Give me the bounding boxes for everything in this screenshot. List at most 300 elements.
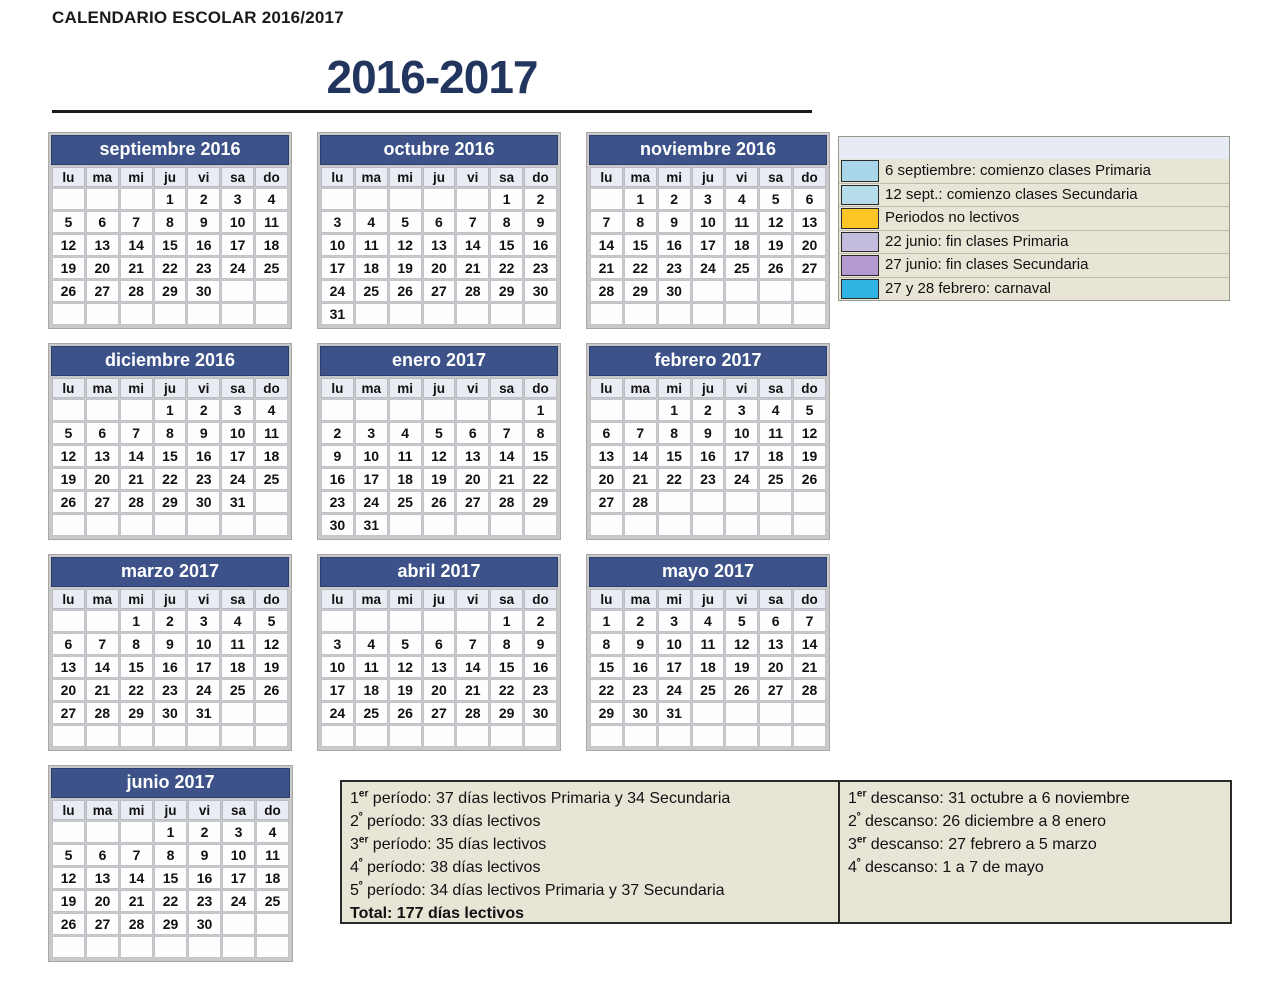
- day-cell: 8: [120, 633, 153, 655]
- day-cell: 14: [456, 234, 489, 256]
- day-cell-empty: [456, 188, 489, 210]
- day-cell: 3: [321, 633, 354, 655]
- weekday-header-ma: ma: [86, 378, 119, 398]
- week-row: [321, 491, 557, 513]
- day-cell-empty: [355, 188, 388, 210]
- weekday-header-sa: sa: [221, 589, 254, 609]
- legend-item: [839, 183, 1229, 207]
- day-cell: 18: [692, 656, 725, 678]
- day-cell: 19: [255, 656, 288, 678]
- week-row: [52, 399, 288, 421]
- day-cell: 1: [624, 188, 657, 210]
- day-cell: 20: [86, 468, 119, 490]
- day-cell: 28: [120, 280, 153, 302]
- day-cell: 15: [490, 656, 523, 678]
- day-cell: 13: [793, 211, 826, 233]
- weekday-header-lu: lu: [590, 167, 623, 187]
- weekday-header-row: [52, 167, 288, 187]
- day-cell: 11: [355, 234, 388, 256]
- day-cell: 10: [355, 445, 388, 467]
- day-cell: 28: [624, 491, 657, 513]
- day-cell: 10: [321, 234, 354, 256]
- break-note-text: descanso: 1 a 7 de mayo: [860, 859, 1044, 877]
- weekday-header-ju: ju: [692, 589, 725, 609]
- period-note-ordinal-suffix: er: [358, 834, 369, 846]
- day-cell-empty: [120, 514, 153, 536]
- month-row: [0, 132, 830, 343]
- weekday-header-lu: lu: [321, 378, 354, 398]
- day-cell-empty: [423, 303, 456, 325]
- day-cell: 25: [725, 257, 758, 279]
- month-row: [0, 343, 830, 554]
- weekday-header-do: do: [793, 378, 826, 398]
- day-cell-empty: [221, 303, 254, 325]
- day-cell: 1: [120, 610, 153, 632]
- weekday-header-mi: mi: [389, 167, 422, 187]
- day-cell-empty: [456, 610, 489, 632]
- day-cell: 25: [255, 257, 288, 279]
- day-cell-empty: [624, 303, 657, 325]
- day-cell: 21: [624, 468, 657, 490]
- week-row: [52, 679, 288, 701]
- day-cell-empty: [321, 399, 354, 421]
- week-row: [590, 422, 826, 444]
- day-cell: 18: [255, 234, 288, 256]
- day-cell: 31: [187, 702, 220, 724]
- month-block: [48, 765, 293, 962]
- legend: [838, 136, 1230, 301]
- day-cell: 2: [154, 610, 187, 632]
- week-row: [321, 303, 557, 325]
- day-cell: 17: [321, 679, 354, 701]
- day-cell: 21: [86, 679, 119, 701]
- week-row: [52, 514, 288, 536]
- day-cell-empty: [154, 936, 187, 958]
- day-cell: 22: [490, 257, 523, 279]
- day-cell: 23: [692, 468, 725, 490]
- day-cell: 27: [590, 491, 623, 513]
- day-cell-empty: [355, 303, 388, 325]
- week-row: [590, 303, 826, 325]
- day-cell: 7: [86, 633, 119, 655]
- weekday-header-vi: vi: [188, 800, 221, 820]
- month-title: junio 2017: [51, 768, 290, 798]
- week-row: [590, 468, 826, 490]
- day-cell: 24: [321, 702, 354, 724]
- day-cell-empty: [624, 725, 657, 747]
- day-cell: 30: [154, 702, 187, 724]
- day-cell: 5: [52, 422, 85, 444]
- weekday-header-row: [52, 589, 288, 609]
- day-cell: 25: [759, 468, 792, 490]
- week-row: [590, 679, 826, 701]
- weekday-header-mi: mi: [389, 589, 422, 609]
- month-table: [320, 377, 558, 537]
- day-cell-empty: [423, 188, 456, 210]
- day-cell: 4: [389, 422, 422, 444]
- day-cell: 15: [624, 234, 657, 256]
- day-cell: 13: [86, 445, 119, 467]
- period-note-text: período: 33 días lectivos: [362, 813, 541, 831]
- day-cell: 25: [692, 679, 725, 701]
- weekday-header-lu: lu: [52, 378, 85, 398]
- legend-item-label: 12 sept.: comienzo clases Secundaria: [885, 185, 1138, 203]
- day-cell: 31: [658, 702, 691, 724]
- week-row: [590, 491, 826, 513]
- weekday-header-vi: vi: [456, 167, 489, 187]
- month-block: [48, 343, 292, 540]
- day-cell-empty: [52, 303, 85, 325]
- day-cell: 28: [456, 702, 489, 724]
- day-cell: 4: [725, 188, 758, 210]
- weekday-header-ju: ju: [692, 167, 725, 187]
- day-cell: 26: [389, 702, 422, 724]
- day-cell: 26: [52, 913, 85, 935]
- weekday-header-vi: vi: [725, 378, 758, 398]
- day-cell: 7: [624, 422, 657, 444]
- day-cell-empty: [624, 514, 657, 536]
- day-cell-empty: [355, 610, 388, 632]
- day-cell: 9: [524, 211, 557, 233]
- footer-notes: [340, 780, 1232, 924]
- day-cell-empty: [490, 399, 523, 421]
- weekday-header-lu: lu: [52, 589, 85, 609]
- weekday-header-ma: ma: [86, 167, 119, 187]
- period-note-line: [350, 856, 830, 879]
- weekday-header-mi: mi: [120, 800, 153, 820]
- day-cell: 11: [355, 656, 388, 678]
- day-cell: 26: [389, 280, 422, 302]
- weekday-header-do: do: [524, 589, 557, 609]
- day-cell: 19: [52, 890, 85, 912]
- day-cell: 25: [355, 702, 388, 724]
- day-cell: 17: [221, 234, 254, 256]
- day-cell: 3: [187, 610, 220, 632]
- day-cell: 2: [187, 188, 220, 210]
- day-cell-empty: [255, 303, 288, 325]
- day-cell: 23: [524, 679, 557, 701]
- day-cell: 27: [423, 702, 456, 724]
- day-cell-empty: [759, 514, 792, 536]
- day-cell: 30: [624, 702, 657, 724]
- day-cell-empty: [590, 399, 623, 421]
- day-cell: 6: [456, 422, 489, 444]
- day-cell: 15: [154, 867, 187, 889]
- weekday-header-do: do: [255, 378, 288, 398]
- breaks-note-box: [840, 780, 1232, 924]
- period-note-text: período: 34 días lectivos Primaria y 37 Secundaria: [362, 882, 725, 900]
- day-cell: 27: [86, 491, 119, 513]
- day-cell: 13: [423, 234, 456, 256]
- day-cell: 14: [120, 234, 153, 256]
- day-cell: 28: [456, 280, 489, 302]
- month-table: [320, 166, 558, 326]
- week-row: [52, 422, 288, 444]
- day-cell-empty: [86, 303, 119, 325]
- day-cell: 6: [759, 610, 792, 632]
- day-cell-empty: [52, 399, 85, 421]
- day-cell-empty: [255, 514, 288, 536]
- day-cell: 10: [725, 422, 758, 444]
- day-cell: 30: [524, 702, 557, 724]
- day-cell-empty: [524, 303, 557, 325]
- day-cell: 14: [120, 445, 153, 467]
- day-cell: 29: [524, 491, 557, 513]
- legend-item: [839, 277, 1229, 301]
- day-cell: 15: [490, 234, 523, 256]
- weekday-header-ma: ma: [624, 378, 657, 398]
- day-cell: 30: [658, 280, 691, 302]
- week-row: [590, 633, 826, 655]
- day-cell: 23: [624, 679, 657, 701]
- weekday-header-mi: mi: [658, 589, 691, 609]
- day-cell: 14: [456, 656, 489, 678]
- break-note-ordinal-suffix: º: [856, 857, 861, 869]
- day-cell-empty: [624, 399, 657, 421]
- day-cell-empty: [759, 702, 792, 724]
- day-cell: 8: [490, 633, 523, 655]
- day-cell: 12: [389, 656, 422, 678]
- day-cell: 20: [86, 890, 119, 912]
- break-note-text: descanso: 31 octubre a 6 noviembre: [866, 790, 1130, 807]
- day-cell: 4: [355, 211, 388, 233]
- day-cell: 2: [188, 821, 221, 843]
- weekday-header-do: do: [793, 167, 826, 187]
- day-cell: 1: [154, 399, 187, 421]
- break-note-ordinal: 3: [848, 836, 857, 854]
- day-cell-empty: [86, 725, 119, 747]
- day-cell: 18: [725, 234, 758, 256]
- period-note-text: Total: 177 días lectivos: [350, 905, 524, 923]
- weekday-header-sa: sa: [222, 800, 255, 820]
- day-cell: 19: [389, 679, 422, 701]
- day-cell: 23: [658, 257, 691, 279]
- day-cell: 27: [456, 491, 489, 513]
- weekday-header-ju: ju: [423, 167, 456, 187]
- day-cell: 12: [52, 867, 85, 889]
- legend-color-swatch: [841, 232, 879, 253]
- weekday-header-ma: ma: [86, 589, 119, 609]
- day-cell: 6: [52, 633, 85, 655]
- day-cell: 9: [187, 422, 220, 444]
- day-cell: 19: [52, 257, 85, 279]
- day-cell: 18: [389, 468, 422, 490]
- day-cell: 2: [692, 399, 725, 421]
- week-row: [590, 399, 826, 421]
- day-cell: 20: [52, 679, 85, 701]
- day-cell: 15: [120, 656, 153, 678]
- day-cell: 15: [590, 656, 623, 678]
- day-cell-empty: [389, 610, 422, 632]
- break-note-ordinal-suffix: er: [856, 788, 867, 800]
- day-cell-empty: [759, 303, 792, 325]
- day-cell-empty: [793, 514, 826, 536]
- weekday-header-sa: sa: [759, 378, 792, 398]
- day-cell: 21: [590, 257, 623, 279]
- day-cell-empty: [86, 399, 119, 421]
- day-cell: 1: [490, 188, 523, 210]
- legend-color-swatch: [841, 255, 879, 276]
- week-row: [321, 679, 557, 701]
- weekday-header-row: [321, 589, 557, 609]
- day-cell: 10: [321, 656, 354, 678]
- day-cell: 16: [154, 656, 187, 678]
- day-cell: 16: [187, 445, 220, 467]
- document-title: CALENDARIO ESCOLAR 2016/2017: [52, 8, 344, 27]
- day-cell: 21: [793, 656, 826, 678]
- legend-item-label: 22 junio: fin clases Primaria: [885, 232, 1069, 250]
- day-cell: 25: [355, 280, 388, 302]
- day-cell: 9: [658, 211, 691, 233]
- day-cell-empty: [86, 514, 119, 536]
- day-cell: 23: [187, 257, 220, 279]
- day-cell: 22: [624, 257, 657, 279]
- day-cell-empty: [221, 280, 254, 302]
- day-cell: 16: [188, 867, 221, 889]
- month-table: [320, 588, 558, 748]
- weekday-header-lu: lu: [321, 167, 354, 187]
- break-note-ordinal: 1: [848, 790, 857, 807]
- page-title: 2016-2017: [326, 51, 538, 103]
- day-cell-empty: [52, 936, 85, 958]
- day-cell: 23: [188, 890, 221, 912]
- day-cell-empty: [524, 725, 557, 747]
- legend-rows: [839, 159, 1229, 300]
- day-cell: 19: [759, 234, 792, 256]
- day-cell: 27: [759, 679, 792, 701]
- day-cell-empty: [120, 399, 153, 421]
- day-cell-empty: [222, 936, 255, 958]
- day-cell: 11: [256, 844, 289, 866]
- day-cell-empty: [456, 725, 489, 747]
- weekday-header-ma: ma: [86, 800, 119, 820]
- day-cell-empty: [52, 610, 85, 632]
- day-cell: 9: [524, 633, 557, 655]
- day-cell-empty: [52, 821, 85, 843]
- week-row: [590, 280, 826, 302]
- week-row: [321, 445, 557, 467]
- day-cell: 20: [86, 257, 119, 279]
- day-cell: 6: [423, 633, 456, 655]
- title-divider: [52, 110, 812, 113]
- day-cell: 16: [692, 445, 725, 467]
- day-cell-empty: [658, 514, 691, 536]
- week-row: [52, 633, 288, 655]
- day-cell: 1: [524, 399, 557, 421]
- period-note-ordinal-suffix: º: [358, 857, 363, 869]
- day-cell-empty: [221, 514, 254, 536]
- day-cell-empty: [255, 491, 288, 513]
- weekday-header-ju: ju: [154, 589, 187, 609]
- week-row: [590, 514, 826, 536]
- day-cell: 9: [188, 844, 221, 866]
- day-cell-empty: [389, 188, 422, 210]
- day-cell: 22: [154, 257, 187, 279]
- week-row: [52, 445, 288, 467]
- weekday-header-sa: sa: [490, 167, 523, 187]
- day-cell: 12: [759, 211, 792, 233]
- day-cell: 28: [86, 702, 119, 724]
- weekday-header-mi: mi: [658, 378, 691, 398]
- day-cell-empty: [52, 188, 85, 210]
- legend-item-label: 27 junio: fin clases Secundaria: [885, 256, 1089, 274]
- weekday-header-vi: vi: [725, 167, 758, 187]
- weekday-header-mi: mi: [120, 378, 153, 398]
- weekday-header-ju: ju: [692, 378, 725, 398]
- day-cell-empty: [86, 610, 119, 632]
- day-cell-empty: [590, 188, 623, 210]
- day-cell: 4: [256, 821, 289, 843]
- day-cell: 11: [692, 633, 725, 655]
- month-title: enero 2017: [320, 346, 558, 376]
- day-cell: 2: [524, 188, 557, 210]
- day-cell-empty: [389, 303, 422, 325]
- day-cell: 7: [590, 211, 623, 233]
- day-cell: 11: [255, 211, 288, 233]
- day-cell: 12: [725, 633, 758, 655]
- day-cell: 17: [222, 867, 255, 889]
- day-cell: 4: [255, 399, 288, 421]
- day-cell: 8: [490, 211, 523, 233]
- day-cell-empty: [692, 702, 725, 724]
- day-cell: 21: [456, 679, 489, 701]
- day-cell: 5: [255, 610, 288, 632]
- day-cell-empty: [759, 491, 792, 513]
- day-cell: 28: [120, 491, 153, 513]
- day-cell: 12: [793, 422, 826, 444]
- day-cell-empty: [725, 303, 758, 325]
- legend-item-label: Periodos no lectivos: [885, 209, 1020, 227]
- day-cell: 13: [590, 445, 623, 467]
- day-cell: 26: [725, 679, 758, 701]
- month-block: [586, 132, 830, 329]
- day-cell-empty: [658, 491, 691, 513]
- day-cell: 19: [389, 257, 422, 279]
- day-cell: 24: [222, 890, 255, 912]
- week-row: [52, 257, 288, 279]
- day-cell: 25: [389, 491, 422, 513]
- day-cell: 14: [490, 445, 523, 467]
- legend-item: [839, 230, 1229, 254]
- day-cell: 16: [524, 656, 557, 678]
- day-cell: 24: [692, 257, 725, 279]
- day-cell-empty: [692, 491, 725, 513]
- day-cell: 16: [524, 234, 557, 256]
- period-note-ordinal-suffix: º: [358, 811, 363, 823]
- weekday-header-ju: ju: [423, 589, 456, 609]
- legend-item-label: 6 septiembre: comienzo clases Primaria: [885, 161, 1151, 179]
- day-cell: 3: [725, 399, 758, 421]
- legend-item-label: 27 y 28 febrero: carnaval: [885, 279, 1051, 297]
- day-cell: 3: [692, 188, 725, 210]
- day-cell: 22: [490, 679, 523, 701]
- weekday-header-lu: lu: [52, 800, 85, 820]
- day-cell: 30: [187, 491, 220, 513]
- day-cell: 24: [187, 679, 220, 701]
- day-cell: 27: [793, 257, 826, 279]
- weekday-header-do: do: [524, 167, 557, 187]
- day-cell: 26: [52, 491, 85, 513]
- weekday-header-row: [52, 378, 288, 398]
- day-cell: 18: [256, 867, 289, 889]
- weekday-header-sa: sa: [490, 589, 523, 609]
- weekday-header-ju: ju: [423, 378, 456, 398]
- day-cell: 16: [321, 468, 354, 490]
- legend-item: [839, 253, 1229, 277]
- day-cell: 7: [120, 844, 153, 866]
- day-cell: 6: [590, 422, 623, 444]
- week-row: [321, 514, 557, 536]
